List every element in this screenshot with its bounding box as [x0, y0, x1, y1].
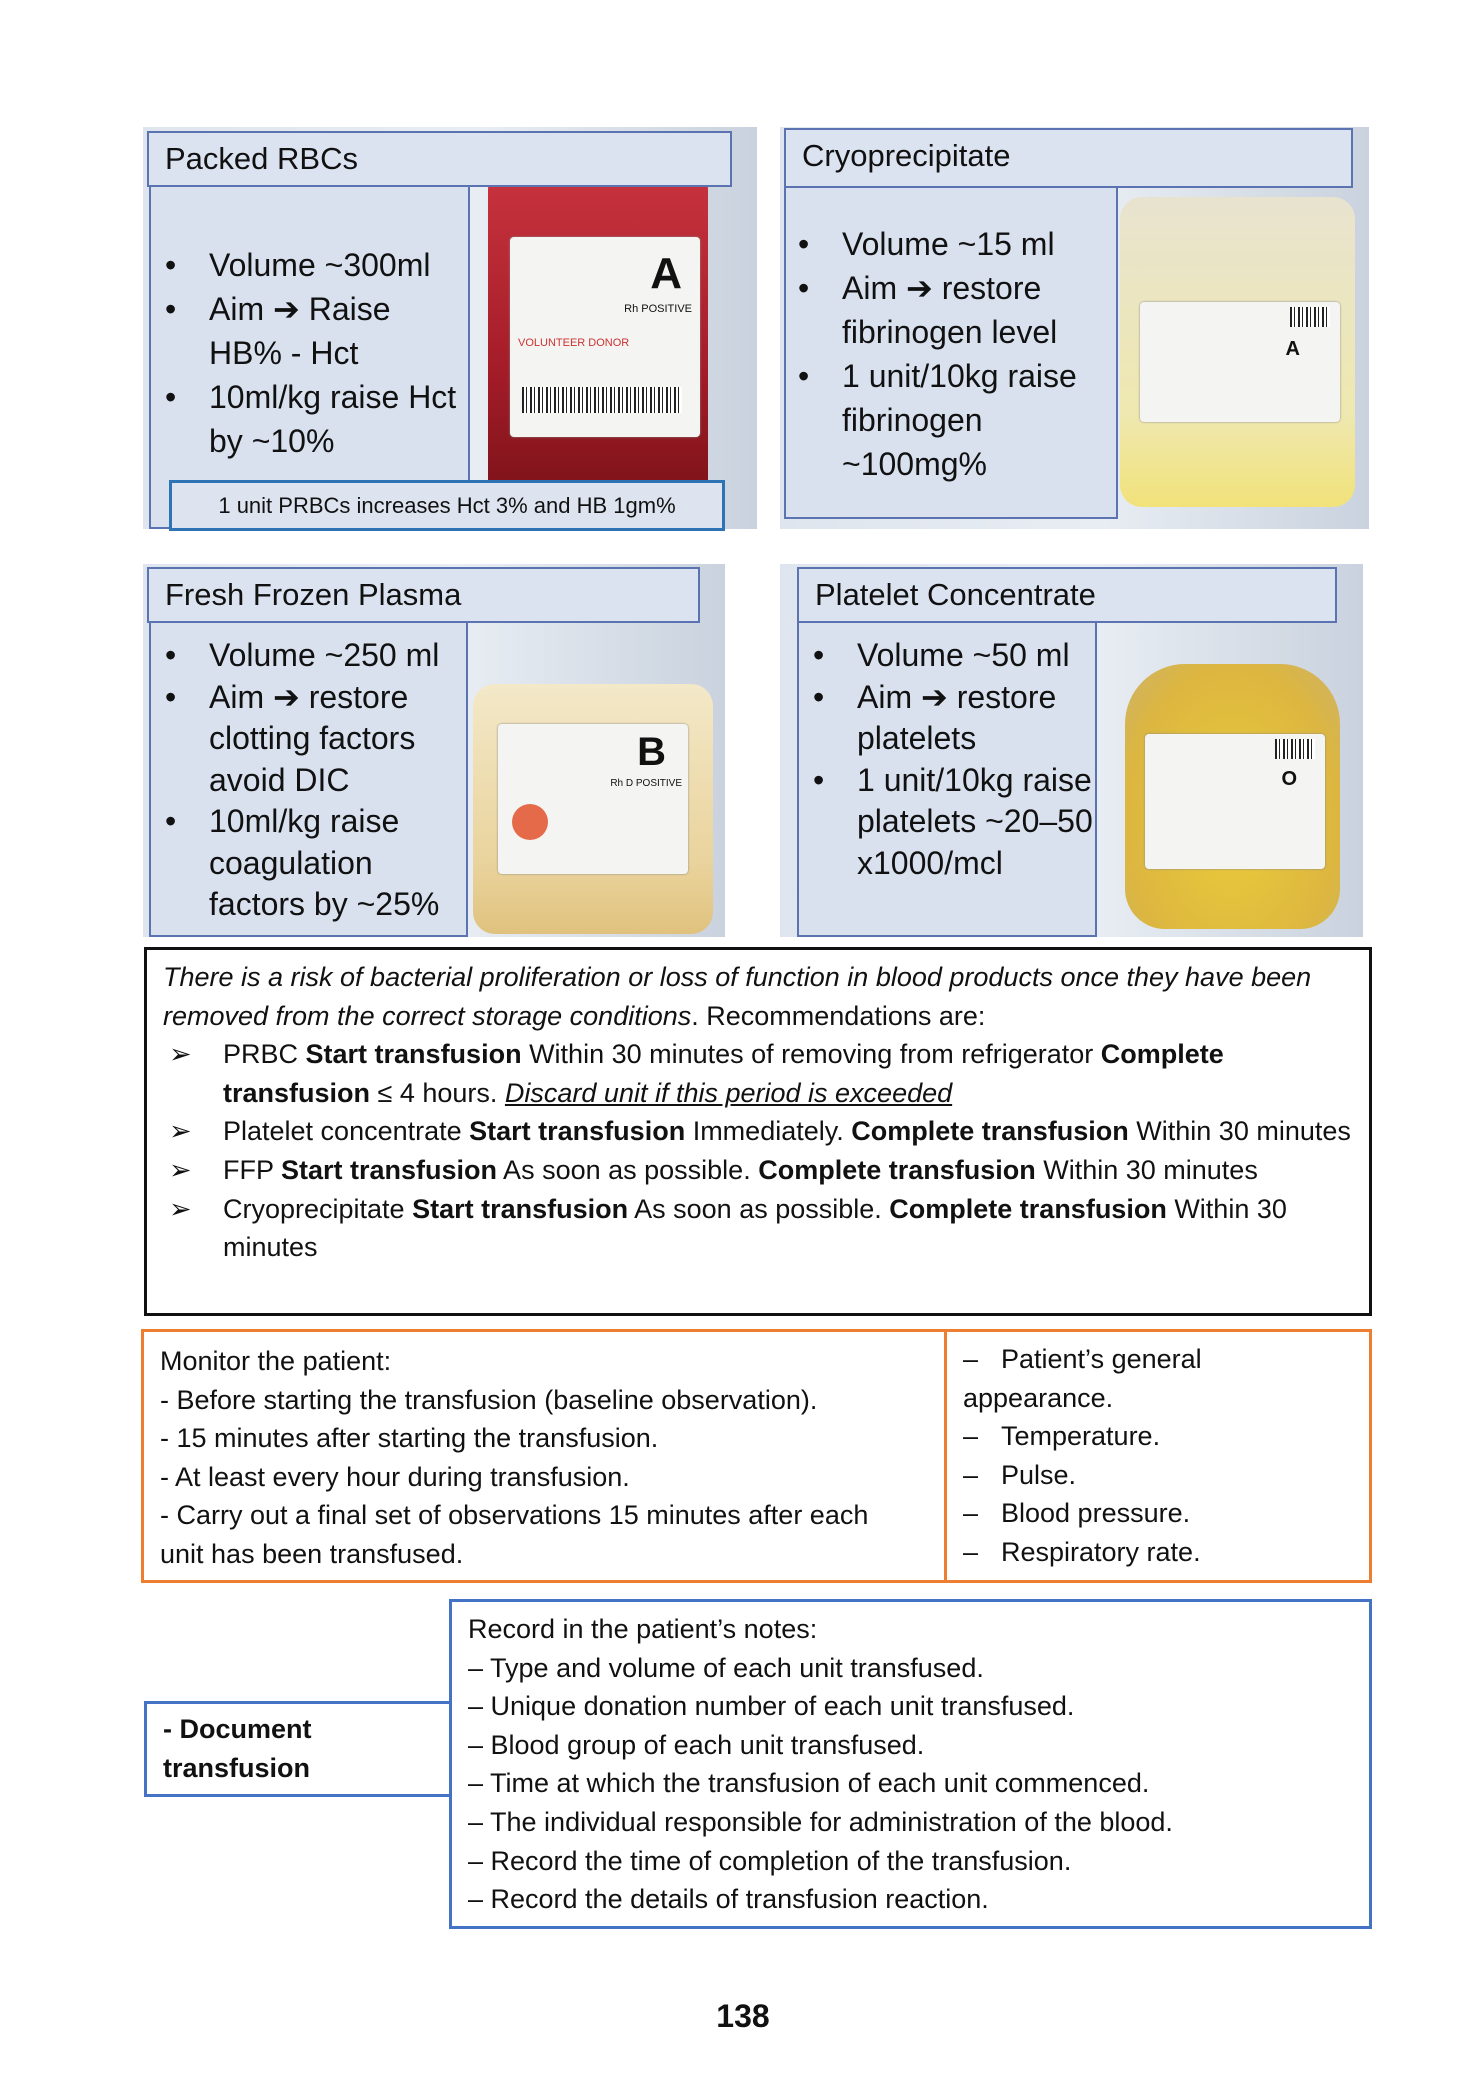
packed-rbcs-note: 1 unit PRBCs increases Hct 3% and HB 1gm%: [169, 480, 725, 531]
page-number: 138: [716, 1998, 770, 2034]
ffp-bag-image: [473, 684, 713, 934]
arrow-bullet-icon: ➢: [169, 1193, 192, 1224]
bullet: • Aim ➔ restore platelets: [813, 677, 1095, 760]
platelet-bag-image: [1125, 664, 1340, 929]
bag-rh-label: Rh D POSITIVE: [610, 778, 682, 789]
monitor-box: Monitor the patient: - Before starting the transfusion (baseline observation). - 15 minutes after starting the transfusion. - At least every hour during transfusion. - Carry out a final set of observations 15 minutes after each unit has been transfused.: [141, 1329, 945, 1583]
storage-item: ➢ Platelet concentrate Start transfusion Immediately. Complete transfusion Within 30 minutes: [163, 1112, 1353, 1151]
bullet: • Volume ~250 ml: [165, 635, 466, 677]
document-label-border: [144, 1701, 450, 1797]
bullet: • Volume ~300ml: [165, 243, 468, 287]
bag-donor-label: VOLUNTEER DONOR: [518, 337, 630, 349]
bullet: • Aim ➔ restore fibrinogen level: [798, 266, 1116, 354]
bag-rh-label: Rh POSITIVE: [624, 303, 692, 315]
bullet: • 10ml/kg raise Hct by ~10%: [165, 375, 468, 463]
cryo-bag-image: [1120, 197, 1355, 507]
bullet: • Volume ~50 ml: [813, 635, 1095, 677]
bullet: • 1 unit/10kg raise platelets ~20–50 x1000/mcl: [813, 760, 1095, 885]
ffp-title: Fresh Frozen Plasma: [147, 567, 700, 623]
discard-warning: Discard unit if this period is exceeded: [504, 1077, 953, 1108]
packed-rbcs-title: Packed RBCs: [147, 131, 732, 187]
storage-recommendations: There is a risk of bacterial proliferation or loss of function in blood products once they have been removed from the correct storage conditions. Recommendations are: ➢ PRBC Start transfusion Within 30 minutes of removing from refrigerator Complete transfusion ≤ 4 hours. Discard unit if this period is exceeded ➢ Platelet concentrate Start transfusion Immediately. Complete transfusion Within 30 minutes ➢ FFP Start transfusion As soon as possible. Complete transfusion Within 30 minutes ➢ Cryoprecipitate Start transfusion As soon as possible. Complete transfusion Within 30 minutes: [144, 947, 1372, 1316]
arrow-bullet-icon: ➢: [169, 1116, 192, 1147]
platelet-title: Platelet Concentrate: [797, 567, 1337, 623]
bullet: • Volume ~15 ml: [798, 222, 1116, 266]
bullet: • Aim ➔ Raise HB% - Hct: [165, 287, 468, 375]
bag-group-label: A: [650, 249, 682, 298]
observations-box: – Patient’s general appearance. – Temperature. – Pulse. – Blood pressure. – Respiratory rate.: [944, 1329, 1372, 1583]
bag-group-label: B: [637, 730, 666, 774]
arrow-bullet-icon: ➢: [169, 1039, 192, 1070]
bag-group-label: O: [1281, 768, 1297, 790]
bullet: • 10ml/kg raise coagulation factors by ~25%: [165, 801, 466, 926]
storage-intro: There is a risk of bacterial proliferation or loss of function in blood products once they have been removed from the correct storage conditions: [163, 962, 1312, 1031]
record-notes-box: Record in the patient’s notes: – Type and volume of each unit transfused. – Unique donation number of each unit transfused. – Blood group of each unit transfused. – Time at which the transfusion of each unit commenced. – The individual responsible for administration of the blood. – Record the time of completion of the transfusion. – Record the details of transfusion reaction.: [449, 1599, 1372, 1929]
document-transfusion-label: - Document transfusion: [144, 1701, 384, 1797]
storage-item: ➢ FFP Start transfusion As soon as possible. Complete transfusion Within 30 minutes: [163, 1151, 1353, 1190]
cryo-title: Cryoprecipitate: [784, 128, 1353, 188]
arrow-bullet-icon: ➢: [169, 1154, 192, 1185]
cryo-text: [784, 188, 1118, 519]
rbc-bag-image: [488, 167, 708, 507]
packed-rbcs-text: [149, 187, 470, 529]
storage-item: ➢ Cryoprecipitate Start transfusion As soon as possible. Complete transfusion Within 30 minutes: [163, 1190, 1353, 1267]
ffp-text: [149, 623, 468, 937]
bullet: • Aim ➔ restore clotting factors avoid DIC: [165, 677, 466, 802]
bag-group-label: A: [1285, 338, 1300, 360]
bullet: • 1 unit/10kg raise fibrinogen ~100mg%: [798, 354, 1116, 486]
platelet-text: [797, 623, 1097, 937]
storage-item: ➢ PRBC Start transfusion Within 30 minutes of removing from refrigerator Complete transfusion ≤ 4 hours. Discard unit if this period is exceeded: [163, 1035, 1353, 1112]
